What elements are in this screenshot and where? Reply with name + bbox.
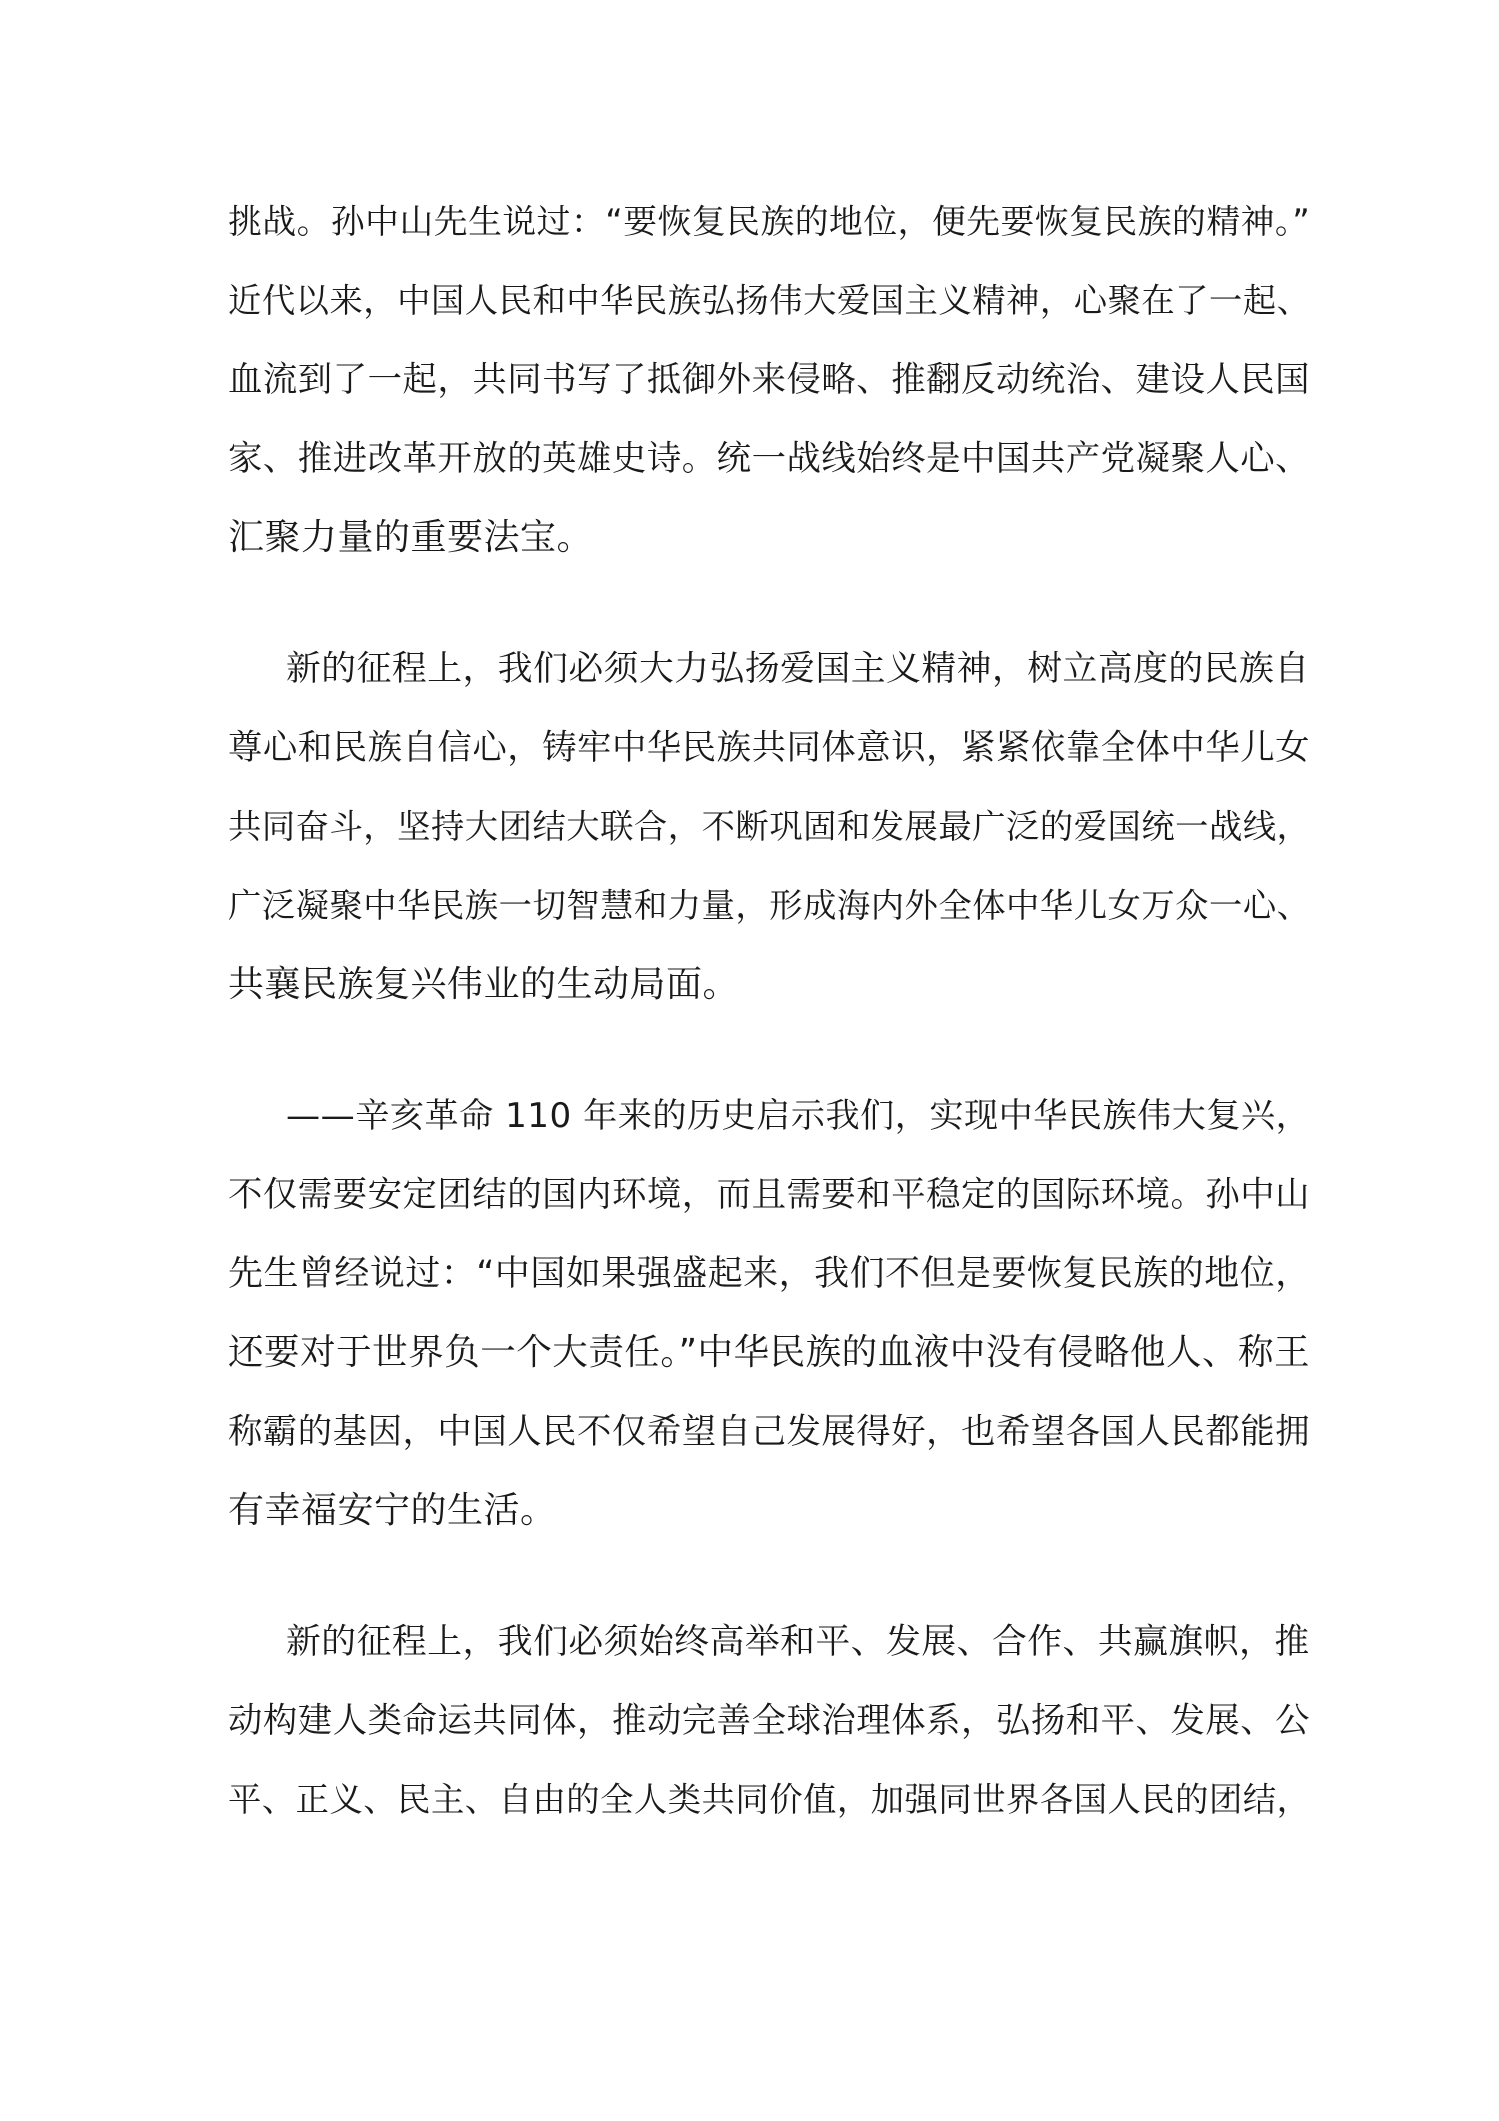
paragraph-3-line-1: ——辛亥革命 110 年来的历史启示我们，实现中华民族伟大复兴，	[286, 1096, 1311, 1136]
paragraph-3-line-6: 有幸福安宁的生活。	[228, 1490, 557, 1531]
paragraph-1-line-5: 汇聚力量的重要法宝。	[228, 517, 594, 558]
paragraph-4-line-2: 动构建人类命运共同体，推动完善全球治理体系，弘扬和平、发展、公	[228, 1701, 1311, 1741]
paragraph-1-line-3: 血流到了一起，共同书写了抵御外来侵略、推翻反动统治、建设人民国	[228, 360, 1311, 400]
paragraph-1-line-1: 挑战。孙中山先生说过：“要恢复民族的地位，便先要恢复民族的精神。”	[228, 202, 1311, 241]
paragraph-2-line-1: 新的征程上，我们必须大力弘扬爱国主义精神，树立高度的民族自	[286, 649, 1310, 689]
paragraph-4-line-3: 平、正义、民主、自由的全人类共同价值，加强同世界各国人民的团结，	[228, 1780, 1311, 1819]
paragraph-3-line-3: 先生曾经说过：“中国如果强盛起来，我们不但是要恢复民族的地位，	[228, 1254, 1311, 1294]
paragraph-3-line-4: 还要对于世界负一个大责任。”中华民族的血液中没有侵略他人、称王	[228, 1332, 1311, 1373]
paragraph-2-line-4: 广泛凝聚中华民族一切智慧和力量，形成海内外全体中华儿女万众一心、	[228, 886, 1311, 925]
paragraph-1-line-4: 家、推进改革开放的英雄史诗。统一战线始终是中国共产党凝聚人心、	[228, 439, 1311, 479]
paragraph-3-line-5: 称霸的基因，中国人民不仅希望自己发展得好，也希望各国人民都能拥	[228, 1412, 1311, 1452]
paragraph-2-line-3: 共同奋斗，坚持大团结大联合，不断巩固和发展最广泛的爱国统一战线，	[228, 807, 1311, 846]
paragraph-4-line-1: 新的征程上，我们必须始终高举和平、发展、合作、共赢旗帜，推	[286, 1622, 1310, 1662]
paragraph-3-line-2: 不仅需要安定团结的国内环境，而且需要和平稳定的国际环境。孙中山	[228, 1175, 1311, 1215]
paragraph-2-line-5: 共襄民族复兴伟业的生动局面。	[228, 964, 740, 1005]
paragraph-1-line-2: 近代以来，中国人民和中华民族弘扬伟大爱国主义精神，心聚在了一起、	[228, 281, 1311, 320]
paragraph-2-line-2: 尊心和民族自信心，铸牢中华民族共同体意识，紧紧依靠全体中华儿女	[228, 728, 1311, 768]
